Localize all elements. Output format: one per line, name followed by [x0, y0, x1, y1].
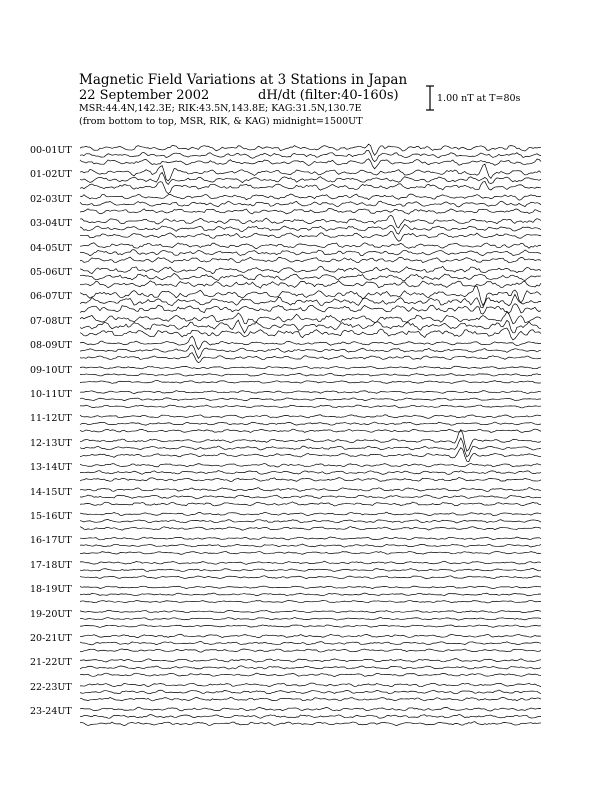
row-label: 17-18UT	[30, 559, 72, 571]
row-label: 07-08UT	[30, 315, 72, 327]
trace-17-18UT-RIK	[80, 568, 541, 571]
trace-18-19UT-RIK	[80, 593, 541, 596]
row-label: 23-24UT	[30, 706, 72, 718]
trace-09-10UT-MSR	[80, 380, 541, 383]
trace-04-05UT-RIK	[80, 250, 541, 256]
row-label: 12-13UT	[30, 437, 72, 449]
trace-21-22UT-RIK	[80, 666, 541, 669]
trace-02-03UT-KAG	[80, 194, 541, 200]
row-label: 16-17UT	[30, 535, 72, 547]
trace-14-15UT-KAG	[80, 487, 541, 491]
trace-07-08UT-MSR	[80, 328, 541, 340]
row-label: 10-11UT	[30, 389, 72, 400]
trace-16-17UT-RIK	[80, 544, 541, 547]
trace-23-24UT-KAG	[80, 707, 541, 711]
row-label: 14-15UT	[30, 486, 72, 498]
station-coordinates: MSR:44.4N,142.3E; RIK:43.5N,143.8E; KAG:31.5N,130.7E	[79, 103, 362, 114]
trace-14-15UT-RIK	[80, 495, 541, 499]
trace-17-18UT-KAG	[80, 561, 541, 564]
trace-22-23UT-KAG	[80, 683, 541, 687]
row-label: 19-20UT	[30, 608, 72, 620]
trace-01-02UT-MSR	[80, 181, 541, 193]
trace-18-19UT-KAG	[80, 586, 541, 589]
trace-15-16UT-MSR	[80, 527, 541, 531]
trace-10-11UT-MSR	[80, 405, 541, 408]
trace-17-18UT-MSR	[80, 576, 541, 579]
trace-00-01UT-MSR	[80, 159, 541, 169]
row-label: 15-16UT	[30, 511, 72, 522]
trace-20-21UT-MSR	[80, 649, 541, 652]
trace-23-24UT-MSR	[80, 722, 541, 726]
trace-08-09UT-MSR	[80, 353, 541, 363]
row-label: 09-10UT	[30, 364, 72, 376]
trace-09-10UT-RIK	[80, 373, 541, 376]
chart-title: Magnetic Field Variations at 3 Stations in Japan	[79, 72, 408, 88]
trace-04-05UT-MSR	[80, 257, 541, 263]
trace-08-09UT-KAG	[80, 336, 541, 349]
trace-15-16UT-RIK	[80, 520, 541, 523]
row-label: 20-21UT	[30, 633, 72, 644]
trace-00-01UT-RIK	[80, 150, 541, 161]
row-label: 13-14UT	[30, 462, 72, 474]
trace-11-12UT-RIK	[80, 422, 541, 425]
trace-11-12UT-KAG	[80, 415, 541, 419]
trace-03-04UT-KAG	[80, 215, 541, 228]
trace-05-06UT-KAG	[80, 266, 541, 273]
trace-10-11UT-KAG	[80, 391, 541, 394]
trace-21-22UT-KAG	[80, 659, 541, 662]
trace-03-04UT-MSR	[80, 231, 541, 241]
row-label: 00-01UT	[30, 145, 72, 156]
trace-13-14UT-KAG	[80, 463, 541, 467]
trace-19-20UT-RIK	[80, 617, 541, 620]
trace-06-07UT-KAG	[80, 286, 541, 305]
trace-14-15UT-MSR	[80, 502, 541, 506]
row-label: 18-19UT	[30, 584, 72, 596]
trace-16-17UT-MSR	[80, 552, 541, 555]
chart-date: 22 September 2002	[79, 88, 210, 103]
trace-00-01UT-KAG	[80, 144, 541, 155]
trace-10-11UT-RIK	[80, 398, 541, 401]
trace-12-13UT-RIK	[80, 438, 541, 457]
row-label: 08-09UT	[30, 340, 72, 352]
trace-02-03UT-RIK	[80, 201, 541, 207]
station-order-note: (from bottom to top, MSR, RIK, & KAG) midnight=1500UT	[79, 116, 363, 127]
trace-20-21UT-KAG	[80, 634, 541, 637]
row-label: 21-22UT	[30, 657, 72, 669]
filter-note: dH/dt (filter:40-160s)	[258, 88, 399, 103]
trace-13-14UT-MSR	[80, 478, 541, 482]
trace-23-24UT-RIK	[80, 714, 541, 718]
row-label: 01-02UT	[30, 169, 72, 181]
trace-21-22UT-MSR	[80, 673, 541, 677]
row-label: 04-05UT	[30, 242, 72, 254]
trace-16-17UT-KAG	[80, 537, 541, 540]
trace-18-19UT-MSR	[80, 600, 541, 603]
row-label: 02-03UT	[30, 193, 72, 205]
trace-22-23UT-RIK	[80, 690, 541, 694]
trace-07-08UT-RIK	[80, 320, 541, 333]
trace-08-09UT-RIK	[80, 345, 541, 358]
trace-20-21UT-RIK	[80, 641, 541, 644]
trace-07-08UT-KAG	[80, 312, 541, 324]
row-label: 06-07UT	[30, 291, 72, 303]
trace-12-13UT-MSR	[80, 448, 541, 462]
scale-bar	[426, 86, 434, 110]
trace-11-12UT-MSR	[80, 429, 541, 432]
trace-05-06UT-RIK	[80, 273, 541, 280]
trace-15-16UT-KAG	[80, 512, 541, 515]
row-label: 11-12UT	[30, 413, 72, 425]
row-label: 05-06UT	[30, 267, 72, 278]
trace-03-04UT-RIK	[80, 224, 541, 234]
scale-bar-label: 1.00 nT at T=80s	[437, 93, 521, 104]
row-label: 03-04UT	[30, 218, 72, 230]
trace-04-05UT-KAG	[80, 243, 541, 249]
trace-19-20UT-MSR	[80, 625, 541, 627]
row-label: 22-23UT	[30, 681, 72, 693]
trace-13-14UT-RIK	[80, 471, 541, 475]
trace-22-23UT-MSR	[80, 697, 541, 701]
trace-06-07UT-MSR	[80, 304, 541, 314]
trace-09-10UT-KAG	[80, 366, 541, 369]
trace-02-03UT-MSR	[80, 209, 541, 215]
trace-01-02UT-KAG	[80, 164, 541, 181]
trace-19-20UT-KAG	[80, 610, 541, 613]
trace-05-06UT-MSR	[80, 281, 541, 289]
